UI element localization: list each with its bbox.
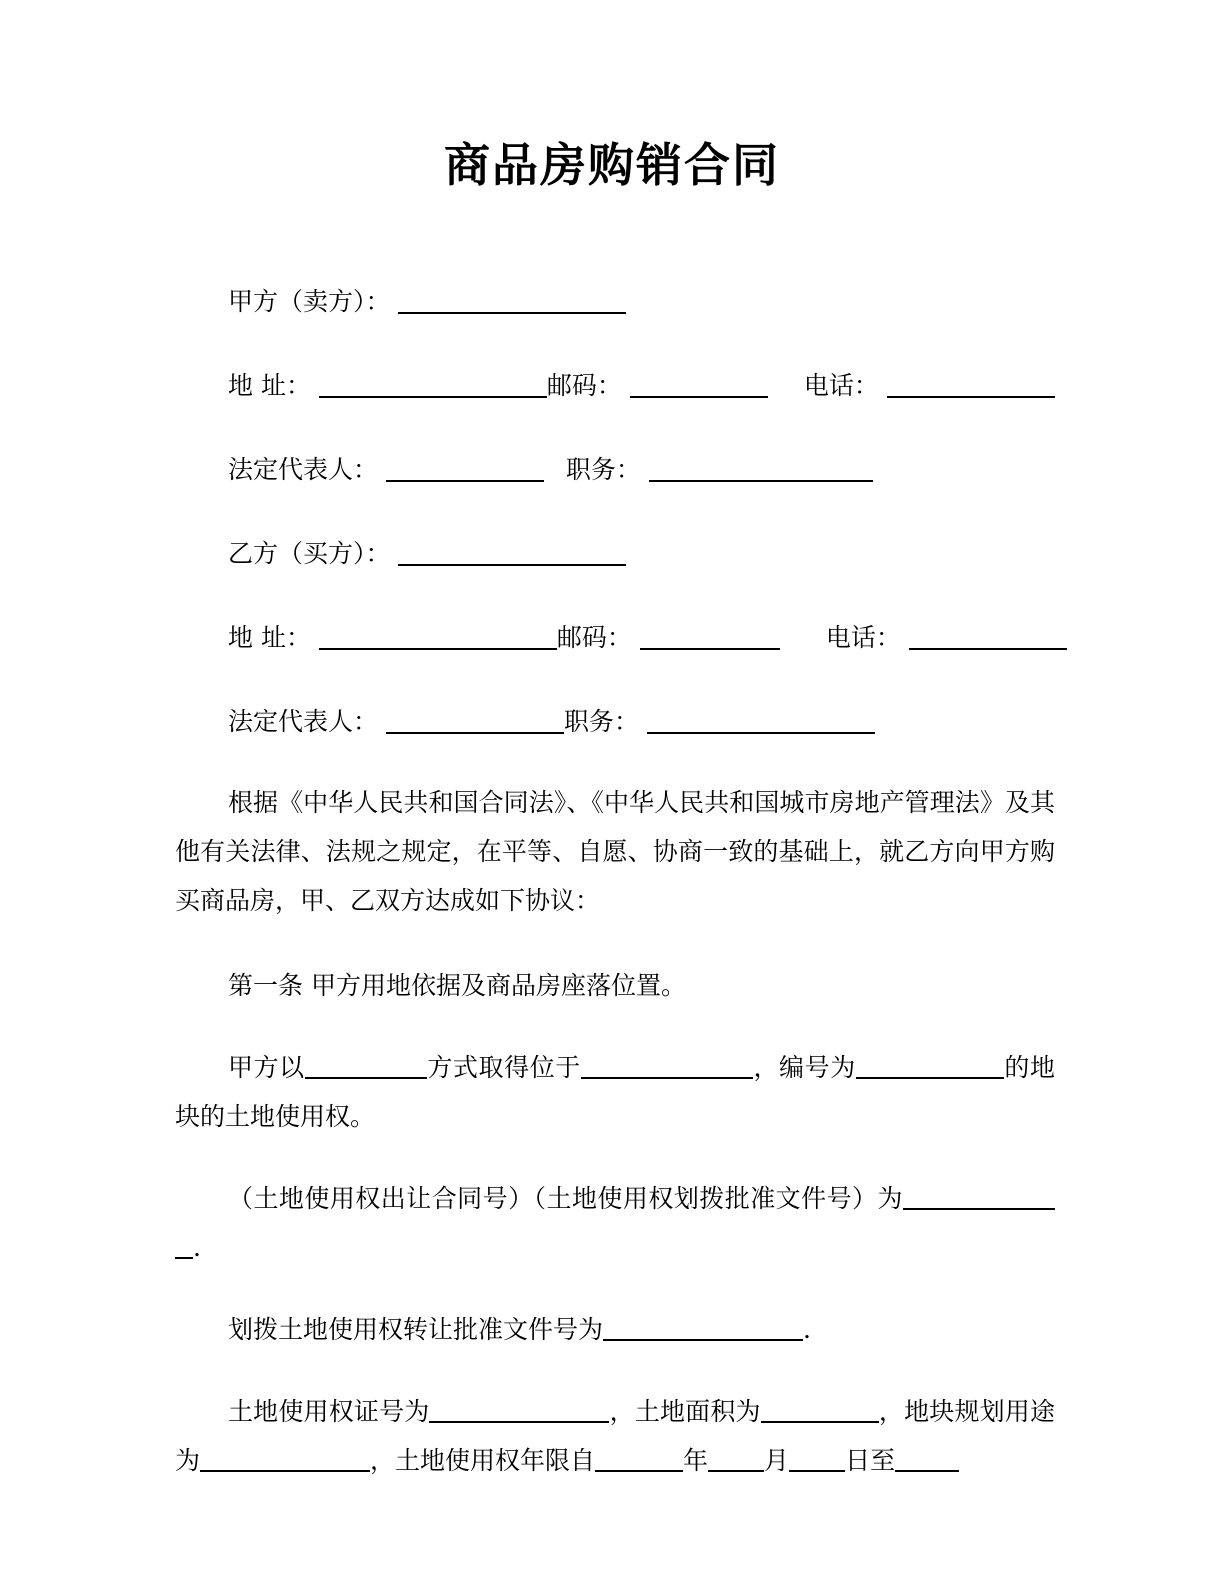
- acquire-method-blank[interactable]: [305, 1055, 427, 1079]
- buyer-position-label: 职务：: [563, 707, 639, 736]
- term-month-blank[interactable]: [708, 1448, 764, 1472]
- land-contract-no-blank[interactable]: [903, 1186, 1055, 1210]
- buyer-legal-rep-label: 法定代表人：: [228, 707, 379, 736]
- clause-cert-part5: 年: [683, 1446, 709, 1475]
- clause-contract-no-part1: （土地使用权出让合同号）（土地使用权划拨批准文件号）为: [228, 1184, 903, 1213]
- seller-name-row: [175, 288, 1055, 372]
- seller-phone-blank[interactable]: [887, 372, 1055, 398]
- clause-land-acquisition: [175, 1043, 1055, 1141]
- seller-phone-label: 电话：: [803, 371, 879, 400]
- buyer-name-row: [175, 540, 1055, 624]
- land-planned-use-blank[interactable]: [200, 1448, 370, 1472]
- buyer-phone-label: 电话：: [825, 623, 901, 652]
- seller-position-blank[interactable]: [649, 456, 873, 482]
- article-one-heading: 第一条 甲方用地依据及商品房座落位置。: [228, 971, 686, 1000]
- seller-legal-rep-label: 法定代表人：: [228, 455, 379, 484]
- clause-cert-part4: ，土地使用权年限自: [370, 1446, 596, 1475]
- buyer-postcode-blank[interactable]: [640, 624, 780, 650]
- seller-position-label: 职务：: [565, 455, 641, 484]
- seller-address-blank[interactable]: [319, 372, 547, 398]
- buyer-name-label: 乙方（买方）：: [228, 539, 391, 568]
- term-day-blank[interactable]: [789, 1448, 845, 1472]
- clause-cert-part7: 日至: [845, 1446, 896, 1475]
- clause-acquire-part4: 的地块的土地使用权。: [175, 1053, 1055, 1131]
- clause-cert-part2: ，土地面积为: [609, 1397, 761, 1426]
- clause-contract-no-part2: .: [193, 1233, 201, 1262]
- seller-postcode-blank[interactable]: [630, 372, 768, 398]
- buyer-name-blank[interactable]: [398, 540, 626, 566]
- seller-address-label: 地 址：: [228, 371, 311, 400]
- page-title: 商品房购销合同: [444, 138, 780, 192]
- land-area-blank[interactable]: [761, 1399, 879, 1423]
- seller-name-blank[interactable]: [398, 288, 626, 314]
- buyer-position-blank[interactable]: [647, 708, 875, 734]
- clause-cert-part3: ，地块规划用途为: [175, 1397, 1055, 1475]
- buyer-phone-blank[interactable]: [909, 624, 1067, 650]
- buyer-address-blank[interactable]: [319, 624, 557, 650]
- clause-cert-part1: 土地使用权证号为: [228, 1397, 430, 1426]
- clause-transfer-no-part2: .: [803, 1315, 811, 1344]
- seller-name-label: 甲方（卖方）：: [228, 287, 391, 316]
- seller-address-row: [175, 372, 1055, 456]
- clause-land-certificate: [175, 1387, 1055, 1485]
- seller-legal-rep-blank[interactable]: [386, 456, 544, 482]
- clause-land-contract-number: [175, 1174, 1055, 1272]
- clause-acquire-part2: 方式取得位于: [426, 1053, 581, 1082]
- clause-acquire-part3: ，编号为: [752, 1053, 856, 1082]
- clause-transfer-no-part1: 划拨土地使用权转让批准文件号为: [228, 1315, 604, 1344]
- buyer-address-row: [175, 624, 1055, 708]
- seller-legal-rep-row: [175, 456, 1055, 540]
- term-end-blank[interactable]: [895, 1448, 959, 1472]
- buyer-address-label: 地 址：: [228, 623, 311, 652]
- buyer-postcode-label: 邮码：: [556, 623, 632, 652]
- seller-postcode-label: 邮码：: [546, 371, 622, 400]
- land-number-blank[interactable]: [856, 1055, 1004, 1079]
- land-cert-no-blank[interactable]: [429, 1399, 609, 1423]
- transfer-approval-no-blank[interactable]: [603, 1317, 803, 1341]
- land-location-blank[interactable]: [581, 1055, 753, 1079]
- contract-body: [175, 778, 1055, 1485]
- buyer-legal-rep-blank[interactable]: [386, 708, 564, 734]
- term-year-blank[interactable]: [595, 1448, 683, 1472]
- land-contract-no-blank-cont[interactable]: [175, 1235, 193, 1259]
- preamble-paragraph: 根据《中华人民共和国合同法》、《中华人民共和国城市房地产管理法》及其他有关法律、法规之规定，在平等、自愿、协商一致的基础上，就乙方向甲方购买商品房，甲、乙双方达成如下协议：: [175, 788, 1055, 915]
- clause-transfer-approval-number: [175, 1305, 1055, 1354]
- clause-cert-part6: 月: [764, 1446, 790, 1475]
- clause-acquire-part1: 甲方以: [228, 1053, 305, 1082]
- party-form-block: [175, 288, 1055, 792]
